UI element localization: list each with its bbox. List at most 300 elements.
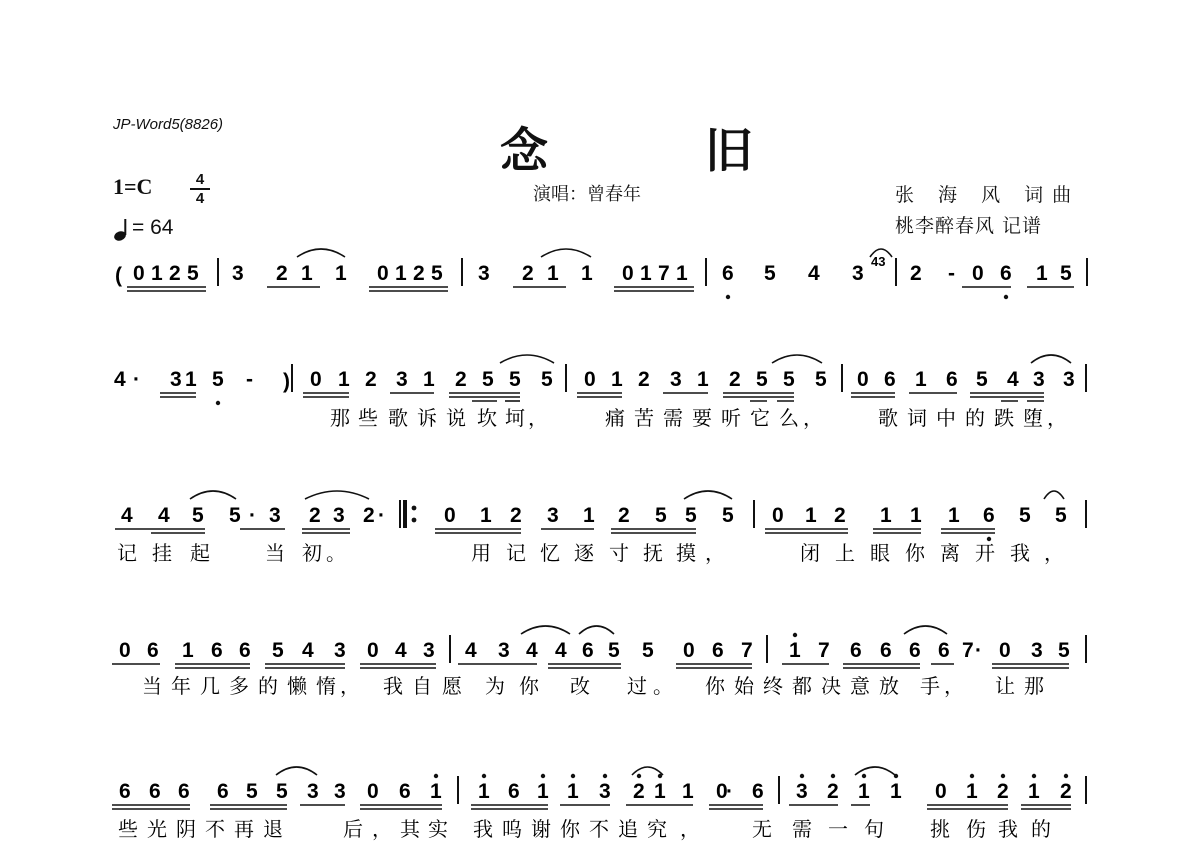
- verse2-note: 5: [655, 504, 667, 527]
- verse1-lyric: 诉: [417, 406, 437, 430]
- intro-note: -: [948, 262, 955, 285]
- octave-dot-above: [434, 774, 438, 778]
- software-source: JP-Word5(8826): [113, 116, 224, 133]
- verse3-lyric: 我: [383, 674, 403, 698]
- verse1-note: 0: [857, 368, 869, 391]
- verse2-note: 3: [269, 504, 281, 527]
- verse3-note: 6: [239, 639, 251, 662]
- verse1-note: 1: [611, 368, 623, 391]
- verse1-lyric: 说: [446, 406, 466, 430]
- intro-note: 2: [276, 262, 288, 285]
- intro-note: 1: [581, 262, 593, 285]
- verse3-lyric: 让: [995, 674, 1015, 698]
- verse4-note: 2: [1060, 780, 1072, 803]
- intro-note: 0: [377, 262, 389, 285]
- verse4-lyric: 不: [589, 817, 609, 841]
- intro-note: 3: [232, 262, 244, 285]
- verse3-lyric: 意: [850, 674, 870, 698]
- verse3-note: 5: [608, 639, 620, 662]
- verse2-note: 5: [685, 504, 697, 527]
- verse1-note: 0: [584, 368, 596, 391]
- verse3-lyric: 惰: [316, 674, 336, 698]
- verse1-note: 5: [815, 368, 827, 391]
- slur: [684, 491, 732, 499]
- verse1-lyric: 坷: [505, 406, 525, 430]
- verse4-note: ·: [726, 780, 733, 803]
- verse4-lyric: 不: [205, 817, 225, 841]
- verse2-lyric: 摸: [676, 541, 696, 565]
- slur: [541, 249, 591, 257]
- song-title: 念 旧: [500, 123, 823, 179]
- verse3-lyric: 为: [485, 674, 505, 698]
- verse2-lyric: 你: [905, 541, 925, 565]
- verse2-lyric: 用: [471, 541, 491, 565]
- verse3-lyric: ，: [340, 674, 360, 698]
- verse4-lyric: 你: [560, 817, 580, 841]
- verse3-lyric: 你: [705, 674, 725, 698]
- verse3-note: 4: [526, 639, 538, 662]
- intro-note: 0: [622, 262, 634, 285]
- verse4-note: 3: [307, 780, 319, 803]
- slur: [632, 767, 663, 775]
- verse3-note: 3: [1031, 639, 1043, 662]
- octave-dot-below: [1004, 295, 1008, 299]
- verse2-lyric: ，: [705, 541, 725, 565]
- verse3-lyric: 放: [879, 674, 899, 698]
- octave-dot-above: [831, 774, 835, 778]
- verse2-note: 1: [910, 504, 922, 527]
- verse4-note: 6: [119, 780, 131, 803]
- verse4-note: 6: [399, 780, 411, 803]
- verse4-lyric: 句: [864, 817, 884, 841]
- verse4-note: 1: [567, 780, 579, 803]
- verse3-note: 6: [880, 639, 892, 662]
- slur: [855, 767, 895, 775]
- octave-dot-above: [541, 774, 545, 778]
- intro-note: 1: [301, 262, 313, 285]
- verse3-note: 5: [1058, 639, 1070, 662]
- verse2-lyric: 起: [190, 541, 210, 565]
- verse4-note: 5: [246, 780, 258, 803]
- intro-note: 1: [335, 262, 347, 285]
- verse4-note: 2: [633, 780, 645, 803]
- verse1-lyric: 听: [721, 406, 741, 430]
- verse1-note: 1: [697, 368, 709, 391]
- verse1-note: 5: [756, 368, 768, 391]
- verse4-note: 0: [716, 780, 728, 803]
- verse1-note: 3: [170, 368, 182, 391]
- intro-note: 6: [1000, 262, 1012, 285]
- verse2-note: ·: [378, 504, 385, 527]
- octave-dot-above: [800, 774, 804, 778]
- slur: [276, 767, 317, 775]
- verse2-lyric: 逐: [574, 541, 594, 565]
- verse2-note: 5: [1055, 504, 1067, 527]
- verse2-note: 4: [158, 504, 170, 527]
- verse1-lyric: 跌: [994, 406, 1014, 430]
- verse4-note: 1: [537, 780, 549, 803]
- verse2-lyric: 眼: [870, 541, 890, 565]
- intro-note: 1: [151, 262, 163, 285]
- verse3-lyric: 那: [1024, 674, 1044, 698]
- verse4-lyric: 谢: [531, 817, 551, 841]
- verse4-note: 1: [682, 780, 694, 803]
- verse3-note: 3: [334, 639, 346, 662]
- slur: [190, 491, 236, 499]
- verse3-lyric: 几: [200, 674, 220, 698]
- verse3-note: 0: [683, 639, 695, 662]
- verse3-note: 7: [818, 639, 830, 662]
- verse1-note: 6: [946, 368, 958, 391]
- octave-dot-below: [987, 537, 991, 541]
- verse3-note: 6: [909, 639, 921, 662]
- verse1-note: 5: [509, 368, 521, 391]
- verse1-note: 5: [541, 368, 553, 391]
- verse1-lyric: 么: [779, 406, 799, 430]
- slur: [305, 491, 369, 499]
- verse4-lyric: 的: [1031, 817, 1051, 841]
- verse3-lyric: 都: [792, 674, 812, 698]
- verse4-note: 6: [508, 780, 520, 803]
- intro-note: 2: [169, 262, 181, 285]
- verse2-lyric: 挂: [152, 541, 172, 565]
- intro-note: 1: [640, 262, 652, 285]
- verse4-lyric: 追: [618, 817, 638, 841]
- intro-note: 0: [972, 262, 984, 285]
- slur: [500, 355, 554, 363]
- intro-note: 1: [676, 262, 688, 285]
- verse2-note: 1: [805, 504, 817, 527]
- verse3-note: 4: [555, 639, 567, 662]
- intro-note: 2: [522, 262, 534, 285]
- slur: [1044, 491, 1064, 499]
- verse1-note: 1: [338, 368, 350, 391]
- intro-note: 5: [431, 262, 443, 285]
- verse3-note: 1: [789, 639, 801, 662]
- intro-note: 0: [133, 262, 145, 285]
- verse1-note: 2: [638, 368, 650, 391]
- verse4-note: 1: [430, 780, 442, 803]
- verse1-note: 4: [1007, 368, 1019, 391]
- octave-dot-above: [658, 774, 662, 778]
- verse4-note: 5: [276, 780, 288, 803]
- slur: [904, 626, 947, 634]
- verse4-note: 6: [217, 780, 229, 803]
- verse2-note: 3: [547, 504, 559, 527]
- verse3-lyric: 你: [519, 674, 539, 698]
- verse1-lyric: ，: [803, 406, 823, 430]
- verse4-lyric: 再: [234, 817, 254, 841]
- verse3-note: 6: [938, 639, 950, 662]
- intro-note: 1: [395, 262, 407, 285]
- verse1-lyric: ，: [1047, 406, 1067, 430]
- verse2-note: 5: [229, 504, 241, 527]
- verse2-note: 2: [309, 504, 321, 527]
- verse2-note: 3: [333, 504, 345, 527]
- verse3-lyric: 多: [229, 674, 249, 698]
- verse4-lyric: ，: [372, 817, 392, 841]
- verse3-lyric: 过: [627, 674, 647, 698]
- verse4-note: 1: [966, 780, 978, 803]
- verse1-lyric: 它: [750, 406, 770, 430]
- verse3-lyric: 的: [258, 674, 278, 698]
- intro-note: 1: [547, 262, 559, 285]
- verse2-note: 5: [1019, 504, 1031, 527]
- verse3-note: 3: [423, 639, 435, 662]
- verse1-note: 3: [396, 368, 408, 391]
- verse1-lyric: 歌: [878, 406, 898, 430]
- intro-note: 5: [764, 262, 776, 285]
- verse4-lyric: 挑: [930, 817, 950, 841]
- repeat-dot: [412, 506, 417, 511]
- verse1-note: 5: [212, 368, 224, 391]
- verse3-note: 6: [211, 639, 223, 662]
- verse2-lyric: 抚: [643, 541, 663, 565]
- verse3-note: 4: [465, 639, 477, 662]
- verse1-lyric: 痛: [605, 406, 625, 430]
- verse2-note: 2: [618, 504, 630, 527]
- verse4-lyric: 需: [792, 817, 812, 841]
- verse2-lyric: 记: [506, 541, 526, 565]
- verse4-note: 1: [890, 780, 902, 803]
- verse2-lyric: 初: [302, 541, 322, 565]
- time-signature-top: 4: [195, 171, 205, 188]
- verse1-note: 5: [482, 368, 494, 391]
- verse1-lyric: 要: [692, 406, 712, 430]
- verse3-note: 7: [741, 639, 753, 662]
- octave-dot-above: [1001, 774, 1005, 778]
- intro-note: 5: [187, 262, 199, 285]
- verse1-note: 2: [455, 368, 467, 391]
- transcriber-credit: 桃李醉春风 记谱: [895, 215, 1043, 237]
- verse4-note: 1: [858, 780, 870, 803]
- verse4-note: 6: [752, 780, 764, 803]
- verse2-lyric: 忆: [540, 541, 560, 565]
- verse1-note: -: [246, 368, 253, 391]
- verse4-lyric: 无: [752, 817, 772, 841]
- verse1-note: 4: [114, 368, 126, 391]
- verse4-lyric: 阴: [176, 817, 196, 841]
- verse1-lyric: 堕: [1023, 406, 1043, 430]
- verse1-note: ): [283, 370, 290, 393]
- verse4-lyric: 我: [473, 817, 493, 841]
- verse2-note: 0: [772, 504, 784, 527]
- octave-dot-above: [970, 774, 974, 778]
- verse4-note: 1: [478, 780, 490, 803]
- verse3-lyric: 自: [412, 674, 432, 698]
- verse1-note: 0: [310, 368, 322, 391]
- verse2-note: 5: [722, 504, 734, 527]
- slur: [1031, 355, 1071, 363]
- verse1-lyric: ，: [528, 406, 548, 430]
- verse1-lyric: 些: [358, 406, 378, 430]
- intro-note: 2: [413, 262, 425, 285]
- verse2-lyric: ，: [1044, 541, 1064, 565]
- verse3-note: 1: [182, 639, 194, 662]
- slur: [521, 626, 570, 634]
- verse4-lyric: 伤: [966, 817, 986, 841]
- intro-note: 3: [852, 262, 864, 285]
- octave-dot-above: [862, 774, 866, 778]
- verse1-lyric: 坎: [477, 406, 497, 430]
- verse2-note: 6: [983, 504, 995, 527]
- verse1-lyric: 中: [936, 406, 956, 430]
- verse4-note: 6: [178, 780, 190, 803]
- intro-note: 2: [910, 262, 922, 285]
- verse3-note: 6: [582, 639, 594, 662]
- verse3-lyric: 手: [920, 674, 940, 698]
- verse2-lyric: 记: [117, 541, 137, 565]
- verse2-lyric: 开: [975, 541, 995, 565]
- singer-credit: 演唱：曾春年: [533, 184, 641, 205]
- verse4-lyric: 些: [118, 817, 138, 841]
- slur: [579, 626, 614, 634]
- verse1-note: 5: [976, 368, 988, 391]
- verse1-note: ·: [133, 368, 140, 391]
- verse2-note: 5: [192, 504, 204, 527]
- verse3-note: 0: [999, 639, 1011, 662]
- octave-dot-above: [1064, 774, 1068, 778]
- octave-dot-above: [603, 774, 607, 778]
- verse2-lyric: 寸: [609, 541, 629, 565]
- verse4-note: 2: [827, 780, 839, 803]
- intro-note: 7: [658, 262, 670, 285]
- verse1-note: 1: [185, 368, 197, 391]
- verse1-note: 2: [365, 368, 377, 391]
- verse1-note: 5: [783, 368, 795, 391]
- time-signature-bottom: 4: [195, 190, 205, 207]
- octave-dot-below: [726, 295, 730, 299]
- verse4-lyric: ，: [680, 817, 700, 841]
- verse2-lyric: 上: [835, 541, 855, 565]
- verse4-lyric: 呜: [502, 817, 522, 841]
- verse3-note: 6: [712, 639, 724, 662]
- slur: [297, 249, 345, 257]
- verse2-note: 0: [444, 504, 456, 527]
- repeat-dot: [412, 518, 417, 523]
- verse3-note: 0: [119, 639, 131, 662]
- octave-dot-above: [1032, 774, 1036, 778]
- verse1-note: 1: [423, 368, 435, 391]
- octave-dot-above: [571, 774, 575, 778]
- verse2-lyric: 。: [326, 541, 346, 565]
- verse2-note: 1: [880, 504, 892, 527]
- verse3-lyric: ，: [944, 674, 964, 698]
- verse4-lyric: 后: [343, 817, 363, 841]
- verse3-note: 0: [367, 639, 379, 662]
- verse1-lyric: 那: [330, 406, 350, 430]
- verse1-note: 1: [915, 368, 927, 391]
- intro-note: 6: [722, 262, 734, 285]
- octave-dot-above: [482, 774, 486, 778]
- key-signature: 1=C: [113, 174, 153, 199]
- verse3-lyric: 始: [734, 674, 754, 698]
- verse1-lyric: 词: [907, 406, 927, 430]
- verse4-note: 6: [149, 780, 161, 803]
- octave-dot-below: [216, 401, 220, 405]
- verse3-lyric: 。: [653, 674, 673, 698]
- verse2-lyric: 离: [940, 541, 960, 565]
- verse4-lyric: 一: [828, 817, 848, 841]
- verse4-note: 0: [935, 780, 947, 803]
- verse2-note: 4: [121, 504, 133, 527]
- verse2-note: 1: [948, 504, 960, 527]
- verse3-lyric: 当: [142, 674, 162, 698]
- verse2-note: 1: [583, 504, 595, 527]
- verse1-note: 6: [884, 368, 896, 391]
- verse4-note: 2: [997, 780, 1009, 803]
- verse1-lyric: 需: [663, 406, 683, 430]
- verse4-note: 1: [654, 780, 666, 803]
- verse4-note: 3: [599, 780, 611, 803]
- verse1-note: 3: [670, 368, 682, 391]
- verse1-lyric: 的: [965, 406, 985, 430]
- verse3-lyric: 改: [570, 674, 590, 698]
- intro-note: 4: [808, 262, 820, 285]
- verse3-lyric: 懒: [287, 674, 307, 698]
- composer-credit: 张 海 风 词曲: [895, 184, 1081, 206]
- intro-note: (: [115, 264, 122, 287]
- verse4-lyric: 实: [428, 817, 448, 841]
- verse2-note: 1: [480, 504, 492, 527]
- verse4-note: 3: [796, 780, 808, 803]
- intro-note: 3: [478, 262, 490, 285]
- verse2-lyric: 我: [1010, 541, 1030, 565]
- verse3-note: 6: [147, 639, 159, 662]
- verse2-note: ·: [249, 504, 256, 527]
- verse4-lyric: 光: [147, 817, 167, 841]
- verse3-lyric: 愿: [442, 674, 462, 698]
- verse1-lyric: 苦: [634, 406, 654, 430]
- verse3-note: 4: [302, 639, 314, 662]
- intro-note: 5: [1060, 262, 1072, 285]
- verse3-lyric: 年: [171, 674, 191, 698]
- verse3-lyric: 终: [763, 674, 783, 698]
- verse4-note: 0: [367, 780, 379, 803]
- intro-note: 43: [871, 254, 886, 269]
- verse3-note: 5: [642, 639, 654, 662]
- verse3-note: 6: [850, 639, 862, 662]
- verse3-note: 3: [498, 639, 510, 662]
- slur: [772, 355, 822, 363]
- verse4-lyric: 退: [263, 817, 283, 841]
- verse2-note: 2: [834, 504, 846, 527]
- octave-dot-above: [793, 633, 797, 637]
- verse3-lyric: 决: [821, 674, 841, 698]
- octave-dot-above: [637, 774, 641, 778]
- verse3-note: ·: [975, 639, 982, 662]
- verse2-note: 2: [363, 504, 375, 527]
- intro-note: 1: [1036, 262, 1048, 285]
- verse3-note: 7: [962, 639, 974, 662]
- verse1-note: 2: [729, 368, 741, 391]
- verse4-lyric: 我: [998, 817, 1018, 841]
- verse4-note: 3: [334, 780, 346, 803]
- verse3-note: 5: [272, 639, 284, 662]
- verse2-lyric: 当: [265, 541, 285, 565]
- verse3-note: 4: [395, 639, 407, 662]
- verse1-note: 3: [1063, 368, 1075, 391]
- tempo-marking: = 64: [132, 216, 174, 239]
- verse1-note: 3: [1033, 368, 1045, 391]
- verse2-lyric: 闭: [800, 541, 820, 565]
- verse2-note: 2: [510, 504, 522, 527]
- verse1-lyric: 歌: [388, 406, 408, 430]
- verse4-lyric: 究: [647, 817, 667, 841]
- verse4-note: 1: [1028, 780, 1040, 803]
- verse4-lyric: 其: [400, 817, 420, 841]
- octave-dot-above: [894, 774, 898, 778]
